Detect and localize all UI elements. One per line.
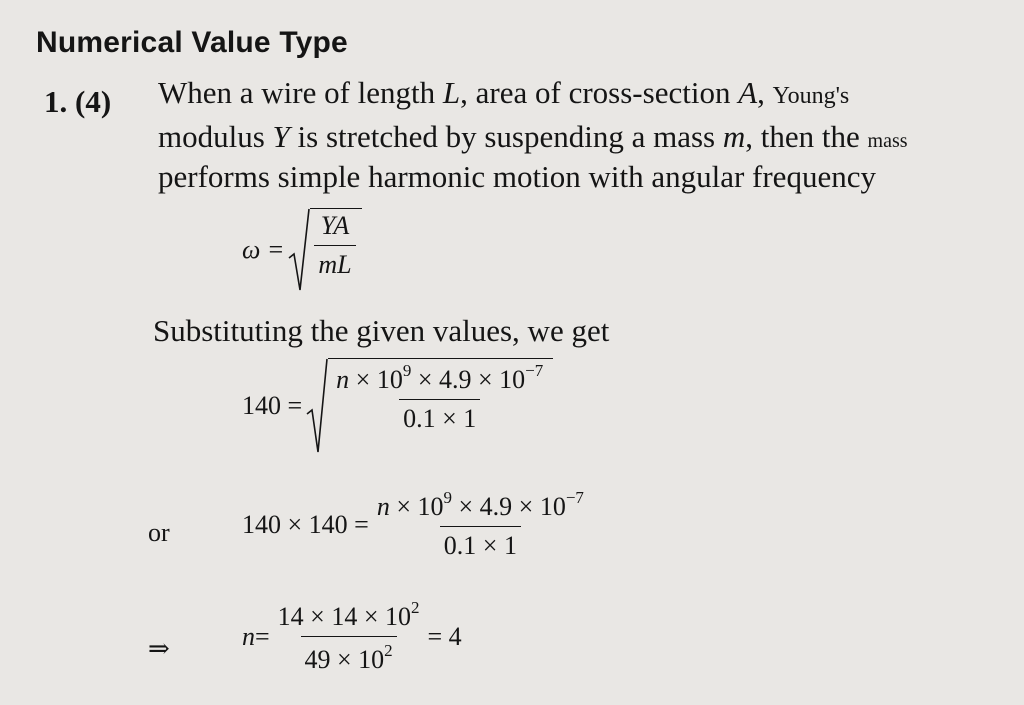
equation-2 xyxy=(242,488,588,561)
text: × 10 xyxy=(389,492,444,521)
variable-L: L xyxy=(442,75,461,110)
variable-Y: Y xyxy=(272,119,290,154)
question-number xyxy=(44,84,111,120)
text: modulus xyxy=(158,119,273,154)
numerator: YA xyxy=(320,211,350,240)
text: When a wire of length xyxy=(158,75,443,110)
denominator: 0.1 × 1 xyxy=(399,399,480,434)
text-mass: mass xyxy=(867,130,908,152)
eq3-result: = 4 xyxy=(427,621,462,651)
equation-1 xyxy=(242,358,553,454)
denominator: mL xyxy=(314,245,355,280)
denominator: 0.1 × 1 xyxy=(440,526,521,561)
question-index: 1. xyxy=(44,84,68,119)
answer-key: (4) xyxy=(75,84,112,119)
variable-A: A xyxy=(738,75,758,110)
text: × 4.9 × 10 xyxy=(411,365,526,394)
exponent: 9 xyxy=(402,361,412,380)
variable-n: n xyxy=(336,365,350,394)
square-root xyxy=(306,358,553,454)
text: is stretched by suspending a mass xyxy=(289,119,723,154)
square-root xyxy=(288,208,361,292)
omega-lhs: ω = xyxy=(242,235,285,264)
angular-frequency-formula xyxy=(242,208,362,292)
problem-line-1 xyxy=(158,74,849,115)
text: 49 × 10 xyxy=(304,645,385,674)
denominator xyxy=(301,636,397,675)
variable-m: m xyxy=(722,119,746,154)
radical-sign-icon xyxy=(306,358,328,454)
text: × 4.9 × 10 xyxy=(452,492,566,521)
eq3-equals: = xyxy=(255,621,270,651)
radicand xyxy=(328,358,553,454)
numerator xyxy=(274,598,424,636)
text: , area of cross-section xyxy=(460,75,739,110)
text-young: Young's xyxy=(772,83,850,109)
radical-sign-icon xyxy=(288,208,310,292)
eq2-lhs: 140 × 140 = xyxy=(242,509,369,539)
substituting-text: Substituting the given values, we get xyxy=(153,313,610,348)
section-heading: Numerical Value Type xyxy=(36,26,348,59)
fraction xyxy=(373,488,588,561)
exponent: 9 xyxy=(443,488,452,507)
problem-line-2 xyxy=(158,118,908,160)
fraction xyxy=(274,598,424,675)
fraction xyxy=(332,361,547,434)
eq2-prefix: or xyxy=(148,518,170,547)
exponent: 2 xyxy=(411,598,420,617)
text: , then the xyxy=(745,119,868,154)
text: , xyxy=(757,75,773,110)
exponent: −7 xyxy=(565,488,584,507)
numerator xyxy=(332,361,547,399)
text: × 10 xyxy=(349,365,403,394)
exponent: 2 xyxy=(384,641,393,660)
fraction xyxy=(314,211,355,280)
radicand xyxy=(310,208,361,292)
equation-3 xyxy=(242,598,462,675)
variable-n: n xyxy=(376,492,390,521)
variable-n: n xyxy=(242,621,255,651)
exponent: −7 xyxy=(525,361,544,380)
problem-line-3: performs simple harmonic motion with angular frequency xyxy=(158,159,876,194)
numerator xyxy=(373,488,588,526)
eq1-lhs: 140 = xyxy=(242,391,303,420)
implies-arrow: ⇒ xyxy=(148,634,170,663)
text: 14 × 14 × 10 xyxy=(277,602,411,631)
